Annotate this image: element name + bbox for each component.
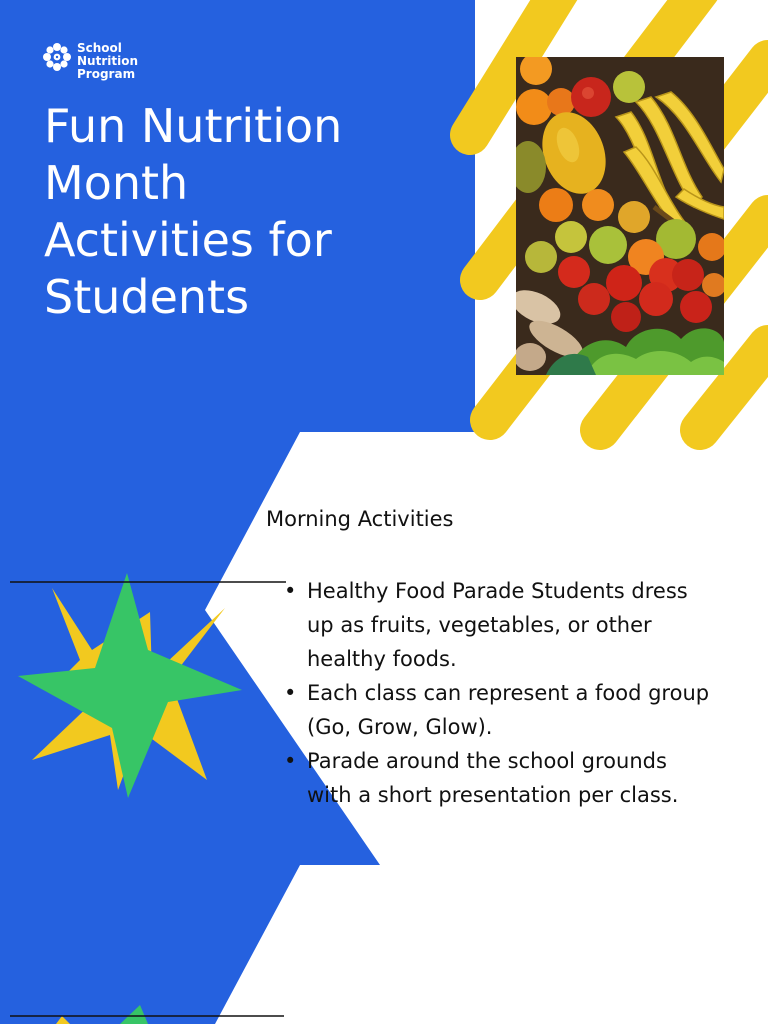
list-item-line: Healthy Food Parade Students dress — [307, 579, 688, 603]
brand-line-2: Nutrition — [77, 54, 138, 68]
brand-name — [77, 42, 138, 81]
list-item-line: (Go, Grow, Glow). — [307, 715, 493, 739]
list-item-line: up as fruits, vegetables, or other — [307, 613, 652, 637]
brand-line-1: School — [77, 41, 122, 55]
bullet-dot: • — [284, 749, 297, 773]
bullet-dot: • — [284, 681, 297, 705]
list-item — [266, 744, 768, 812]
flower-icon — [42, 42, 72, 72]
section-heading: Morning Activities — [266, 507, 454, 531]
list-item-line: Each class can represent a food group — [307, 681, 710, 705]
brand-line-3: Program — [77, 67, 136, 81]
title-line-3: Activities for — [44, 213, 332, 267]
list-item-line: Parade around the school grounds — [307, 749, 667, 773]
produce-illustration — [516, 57, 724, 375]
list-item-line: healthy foods. — [307, 647, 457, 671]
title-line-1: Fun Nutrition — [44, 99, 343, 153]
page-title — [44, 98, 444, 326]
activities-list — [266, 574, 768, 812]
title-line-2: Month — [44, 156, 189, 210]
bullet-dot: • — [284, 579, 297, 603]
activities-section — [266, 506, 768, 812]
list-item — [266, 676, 768, 744]
fruit-and-vegetables-photo — [516, 57, 724, 375]
title-line-4: Students — [44, 270, 250, 324]
brand-logo — [42, 42, 138, 81]
list-item-line: with a short presentation per class. — [307, 783, 679, 807]
list-item — [266, 574, 768, 676]
